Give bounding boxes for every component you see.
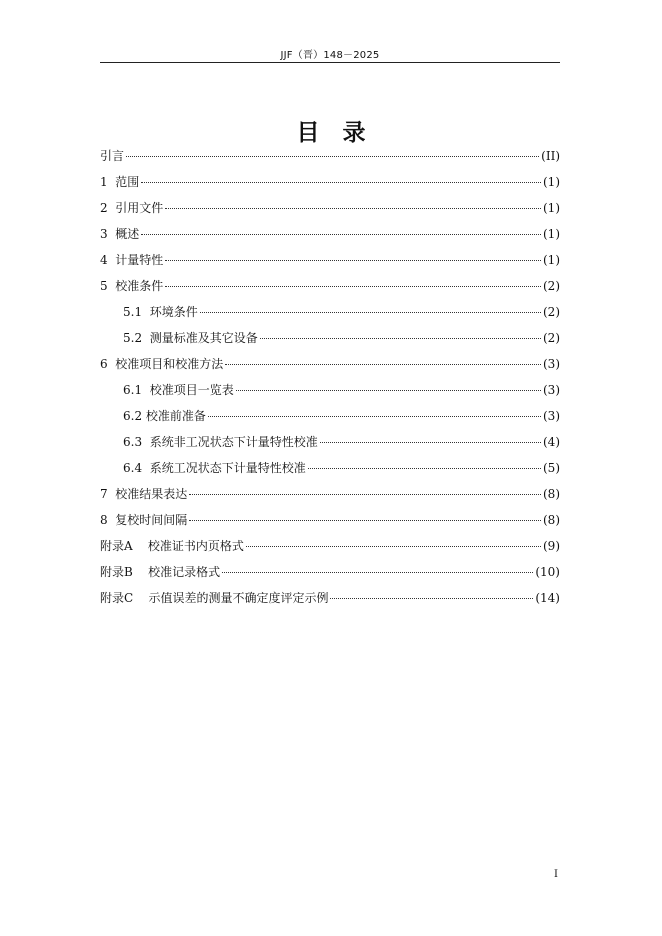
toc-subentry[interactable]: [100, 301, 560, 327]
toc-dot-leader: [260, 338, 541, 339]
toc-entry[interactable]: [100, 145, 560, 171]
toc-entry-label: 附录B 校准记录格式: [100, 565, 221, 579]
toc-entry-page: (1): [543, 227, 560, 241]
table-of-contents: [100, 145, 560, 613]
toc-dot-leader: [165, 260, 541, 261]
toc-entry-page: (3): [543, 409, 560, 423]
toc-entry-page: (4): [543, 435, 560, 449]
toc-entry-page: (3): [543, 383, 560, 397]
toc-dot-leader: [320, 442, 541, 443]
toc-entry-label: 8 复校时间间隔: [100, 513, 188, 527]
toc-entry-label: 6.2 校准前准备: [123, 409, 206, 423]
toc-entry-page: (8): [543, 487, 560, 501]
toc-entry-page: (5): [543, 461, 560, 475]
toc-dot-leader: [225, 364, 541, 365]
toc-subentry[interactable]: [100, 431, 560, 457]
toc-dot-leader: [165, 286, 541, 287]
header-divider: [100, 62, 560, 63]
toc-dot-leader: [236, 390, 541, 391]
toc-dot-leader: [165, 208, 541, 209]
toc-entry[interactable]: [100, 171, 560, 197]
toc-entry[interactable]: [100, 223, 560, 249]
toc-entry-page: (10): [535, 565, 560, 579]
toc-dot-leader: [330, 598, 533, 599]
toc-entry-page: (8): [543, 513, 560, 527]
toc-entry-page: (9): [543, 539, 560, 553]
toc-dot-leader: [189, 494, 541, 495]
toc-entry-page: (14): [535, 591, 560, 605]
toc-entry-label: 6 校准项目和校准方法: [100, 357, 224, 371]
toc-entry[interactable]: [100, 535, 560, 561]
toc-entry-label: 5.1 环境条件: [123, 305, 198, 319]
toc-subentry[interactable]: [100, 327, 560, 353]
toc-entry-label: 附录A 校准证书内页格式: [100, 539, 244, 553]
toc-dot-leader: [141, 234, 541, 235]
toc-entry-page: (1): [543, 175, 560, 189]
toc-entry[interactable]: [100, 197, 560, 223]
toc-dot-leader: [208, 416, 541, 417]
toc-entry[interactable]: [100, 249, 560, 275]
toc-entry-page: (1): [543, 201, 560, 215]
toc-entry-label: 1 范围: [100, 175, 140, 189]
toc-entry-label: 引言: [100, 149, 125, 163]
toc-dot-leader: [141, 182, 541, 183]
toc-entry-label: 4 计量特性: [100, 253, 164, 267]
document-code-header: JJF（晋）148－2025: [280, 50, 380, 61]
toc-entry[interactable]: [100, 483, 560, 509]
toc-subentry[interactable]: [100, 457, 560, 483]
toc-entry-label: 6.3 系统非工况状态下计量特性校准: [123, 435, 318, 449]
toc-entry-label: 7 校准结果表达: [100, 487, 188, 501]
toc-dot-leader: [308, 468, 541, 469]
toc-entry-page: (3): [543, 357, 560, 371]
toc-entry-page: (2): [543, 279, 560, 293]
page-title: 目 录: [296, 120, 366, 146]
toc-subentry[interactable]: [100, 379, 560, 405]
toc-entry[interactable]: [100, 509, 560, 535]
toc-entry-label: 2 引用文件: [100, 201, 164, 215]
toc-entry[interactable]: [100, 275, 560, 301]
toc-dot-leader: [222, 572, 533, 573]
toc-entry-page: (2): [543, 331, 560, 345]
toc-entry[interactable]: [100, 561, 560, 587]
toc-subentry[interactable]: [100, 405, 560, 431]
toc-dot-leader: [246, 546, 541, 547]
toc-entry-label: 5 校准条件: [100, 279, 164, 293]
toc-entry[interactable]: [100, 587, 560, 613]
toc-entry-page: (1): [543, 253, 560, 267]
toc-dot-leader: [126, 156, 539, 157]
toc-entry[interactable]: [100, 353, 560, 379]
toc-dot-leader: [189, 520, 541, 521]
toc-entry-page: (II): [541, 149, 560, 163]
toc-entry-label: 3 概述: [100, 227, 140, 241]
toc-entry-label: 6.1 校准项目一览表: [123, 383, 234, 397]
toc-entry-label: 5.2 测量标准及其它设备: [123, 331, 258, 345]
toc-entry-label: 6.4 系统工况状态下计量特性校准: [123, 461, 306, 475]
toc-dot-leader: [200, 312, 541, 313]
toc-entry-page: (2): [543, 305, 560, 319]
toc-entry-label: 附录C 示值误差的测量不确定度评定示例: [100, 591, 329, 605]
page-number: I: [554, 869, 558, 880]
